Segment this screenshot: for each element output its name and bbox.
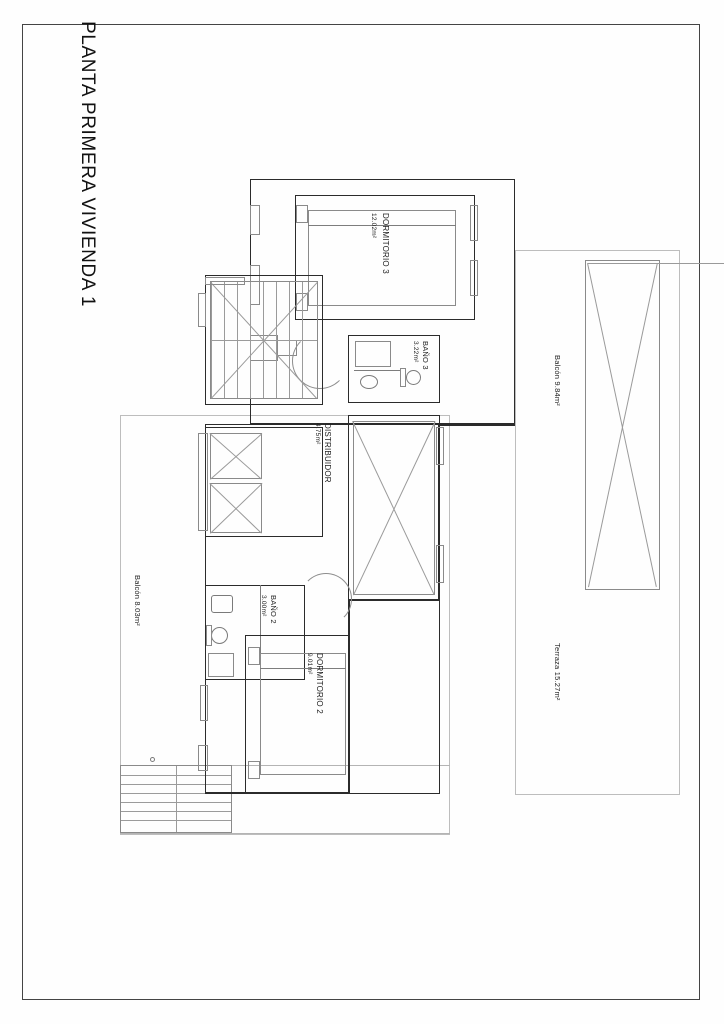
room-area-bano2: 3.00m² <box>260 595 267 617</box>
stair-newel <box>150 757 155 762</box>
exterior-label-terraza: Terraza 15.27m² <box>553 643 562 701</box>
central-void-cross <box>353 421 435 595</box>
dormitorio2-bed <box>260 653 346 775</box>
window-top-1 <box>250 205 260 235</box>
wall-segment-right-mid <box>440 424 515 426</box>
room-area-dormitorio2: 9.01m² <box>306 653 313 675</box>
room-label-bano2: BAÑO 2 <box>269 595 278 624</box>
bano2-shower <box>208 653 234 677</box>
window-dormitorio2 <box>200 685 208 721</box>
bano3-toilet <box>406 370 421 385</box>
page-title: PLANTA PRIMERA VIVIENDA 1 <box>77 21 98 308</box>
bano3-toilet-tank <box>400 368 406 387</box>
room-area-dormitorio3: 12.02m² <box>370 213 377 239</box>
plan-drawing <box>110 165 670 865</box>
room-label-dormitorio3: DORMITORIO 3 <box>381 213 390 274</box>
dormitorio2-bed-headboard <box>260 668 346 669</box>
window-right-d3-1 <box>470 205 478 241</box>
window-right-d3-2 <box>470 260 478 296</box>
bano3-washbasin <box>360 375 378 389</box>
door-arc-bano2 <box>300 573 352 625</box>
balcon-984-cross-b <box>588 263 657 587</box>
closet-upper-strip <box>198 433 208 531</box>
stairwell-cross <box>211 282 317 398</box>
exterior-label-balcon-984: Balcón 9.84m² <box>553 355 562 406</box>
bano2-toilet-tank <box>206 625 212 646</box>
room-label-dormitorio2: DORMITORIO 2 <box>315 653 324 714</box>
closet-left-cross <box>210 433 262 479</box>
dormitorio3-nightstand-left <box>296 205 308 223</box>
window-dormitorio2-lower <box>198 745 208 771</box>
room-area-distribuidor: 4.75m² <box>314 423 321 445</box>
room-label-bano3: BAÑO 3 <box>421 341 430 370</box>
stair-top-opening <box>205 277 245 285</box>
room-area-bano3: 3.22m² <box>412 341 419 363</box>
bano2-washbasin <box>211 595 233 613</box>
dormitorio2-nightstand-left <box>248 647 260 665</box>
closet-right-cross <box>210 483 262 533</box>
dormitorio2-nightstand-right <box>248 761 260 779</box>
room-label-distribuidor: DISTRIBUIDOR <box>323 423 332 483</box>
stair-landing-window <box>198 293 206 327</box>
bano3-shower <box>355 341 391 367</box>
bano3-counter <box>354 370 400 371</box>
window-right-dist-2 <box>436 545 444 583</box>
window-right-dist-1 <box>436 427 444 465</box>
exterior-label-balcon-803: Balcón 8.03m² <box>133 575 142 626</box>
bano2-toilet <box>211 627 228 644</box>
lower-terrace-edge <box>120 833 450 834</box>
